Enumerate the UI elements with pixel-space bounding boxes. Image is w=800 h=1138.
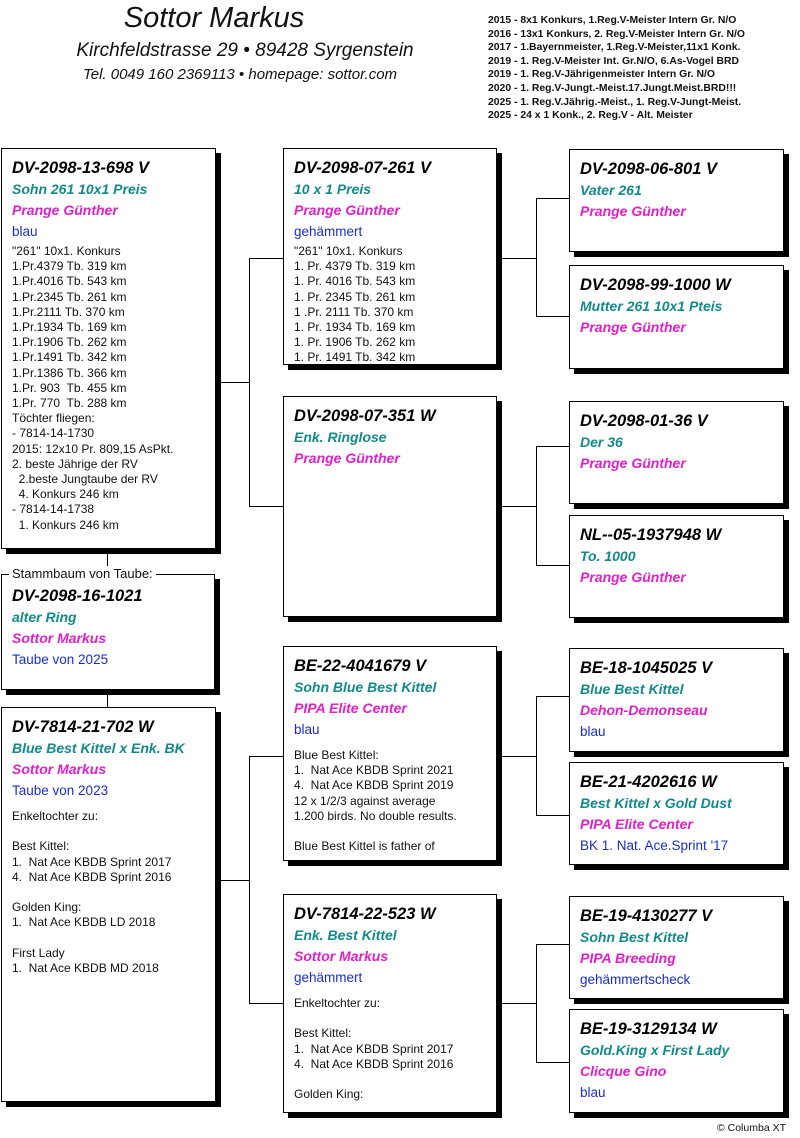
connector-line xyxy=(536,446,570,447)
ring-number: BE-18-1045025 V xyxy=(580,659,713,677)
breeder: Prange Günther xyxy=(580,569,686,585)
award-line: 2015 - 8x1 Konkurs, 1.Reg.V-Meister Intern Gr. N/O xyxy=(488,15,737,26)
connector-line xyxy=(536,316,570,317)
breeder: PIPA Breeding xyxy=(580,950,676,966)
connector-line xyxy=(536,696,537,816)
pigeon-name: Sohn 261 10x1 Preis xyxy=(12,181,148,197)
pigeon-card-subject[interactable] xyxy=(1,574,215,690)
pigeon-card-dsd[interactable] xyxy=(569,762,784,865)
pigeon-card-sire[interactable] xyxy=(1,148,216,549)
ring-number: BE-22-4041679 V xyxy=(294,657,427,675)
award-line: 2017 - 1.Bayernmeister, 1.Reg.V-Meister,11x1 Konk. xyxy=(488,42,741,54)
ring-number: DV-2098-99-1000 W xyxy=(580,276,731,294)
pigeon-name: Blue Best Kittel x Enk. BK xyxy=(12,740,185,756)
breeder: Dehon-Demonseau xyxy=(580,702,708,718)
breeder: Prange Günther xyxy=(580,319,686,335)
pigeon-color: blau xyxy=(580,1085,606,1100)
performance-notes: Enkeltochter zu: Best Kittel: 1. Nat Ace KBDB Sprint 2017 4. Nat Ace KBDB Sprint 2016 Golden King: 1. Nat Ace KBDB LD 2018 First Lady 1. Nat Ace KBDB MD 2018 xyxy=(12,809,172,976)
ring-number: NL--05-1937948 W xyxy=(580,526,722,544)
ring-number: DV-2098-13-698 V xyxy=(12,159,149,177)
breeder: Prange Günther xyxy=(294,450,400,466)
award-line: 2016 - 13x1 Konkurs, 2. Reg.V-Meister Intern Gr. N/O xyxy=(488,28,745,40)
connector-line xyxy=(249,258,283,259)
connector-line xyxy=(496,756,536,757)
pigeon-color: Taube von 2025 xyxy=(12,652,109,667)
pigeon-name: alter Ring xyxy=(12,609,77,625)
pigeon-color: gehämmert xyxy=(294,224,363,239)
pigeon-color: blau xyxy=(294,722,320,737)
pigeon-name: Sohn Blue Best Kittel xyxy=(294,679,437,695)
performance-notes: Enkeltochter zu: Best Kittel: 1. Nat Ace KBDB Sprint 2017 4. Nat Ace KBDB Sprint 2016 Golden King: xyxy=(294,996,454,1102)
breeder: Sottor Markus xyxy=(294,948,389,964)
pigeon-card-dam-dam[interactable] xyxy=(283,894,497,1113)
ring-number: DV-2098-01-36 V xyxy=(580,412,708,430)
connector-line xyxy=(496,258,536,259)
breeder: Clicque Gino xyxy=(580,1063,667,1079)
performance-notes: "261" 10x1. Konkurs 1.Pr.4379 Tb. 319 km 1.Pr.4016 Tb. 543 km 1.Pr.2345 Tb. 261 km 1.Pr.2111 Tb. 370 km 1.Pr.1934 Tb. 169 km 1.Pr.1906 Tb. 262 km 1.Pr.1491 Tb. 342 km 1.Pr.1386 Tb. 366 km 1.Pr. 903 Tb. 455 km 1.Pr. 770 Tb. 288 km Töchter fliegen: - 7814-14-1730 2015: 12x10 Pr. 809,15 AsPkt. 2. beste Jährige der RV 2.beste Jungtaube der RV 4. Konkurs 246 km - 7814-14-1738 1. Konkurs 246 km xyxy=(12,244,174,532)
ring-number: DV-7814-21-702 W xyxy=(12,718,154,736)
ring-number: DV-2098-06-801 V xyxy=(580,160,717,178)
connector-line xyxy=(249,506,283,507)
software-credit: © Columba XT xyxy=(716,1122,786,1134)
connector-line xyxy=(496,1003,536,1004)
breeder: PIPA Elite Center xyxy=(294,700,407,716)
connector-line xyxy=(536,944,537,1063)
ring-number: BE-19-3129134 W xyxy=(580,1020,717,1038)
pigeon-card-ssd[interactable] xyxy=(569,265,784,369)
breeder: Prange Günther xyxy=(12,202,118,218)
connector-line xyxy=(249,756,250,1004)
breeder: Prange Günther xyxy=(294,202,400,218)
pigeon-card-sss[interactable] xyxy=(569,149,784,252)
connector-line xyxy=(107,689,108,707)
awards-list xyxy=(488,14,798,123)
pigeon-name: 10 x 1 Preis xyxy=(294,181,372,197)
pigeon-name: Blue Best Kittel xyxy=(580,681,684,697)
pigeon-name: To. 1000 xyxy=(580,548,636,564)
breeder-contact: Tel. 0049 160 2369113 • homepage: sottor.com xyxy=(82,66,398,83)
award-line: 2019 - 1. Reg.V-Jährigenmeister Intern Gr. N/O xyxy=(488,69,715,81)
connector-line xyxy=(536,446,537,566)
pigeon-card-ddd[interactable] xyxy=(569,1009,784,1113)
pigeon-card-sire-dam[interactable] xyxy=(283,396,497,617)
breeder-address: Kirchfeldstrasse 29 • 89428 Syrgenstein xyxy=(76,40,414,61)
connector-line xyxy=(496,506,536,507)
connector-line xyxy=(249,1003,283,1004)
pigeon-name: Gold.King x First Lady xyxy=(580,1042,730,1058)
award-line: 2025 - 24 x 1 Konk., 2. Reg.V - Alt. Meister xyxy=(488,110,693,122)
performance-notes: Blue Best Kittel: 1. Nat Ace KBDB Sprint 2021 4. Nat Ace KBDB Sprint 2019 12 x 1/2/3 against average 1.200 birds. No double results. Blue Best Kittel is father of xyxy=(294,748,457,854)
pigeon-color: gehämmertscheck xyxy=(580,972,691,987)
connector-line xyxy=(536,815,570,816)
pigeon-name: Enk. Ringlose xyxy=(294,429,387,445)
ring-number: BE-19-4130277 V xyxy=(580,907,713,925)
pigeon-color: BK 1. Nat. Ace.Sprint '17 xyxy=(580,838,729,853)
connector-line xyxy=(215,382,249,383)
pigeon-color: Taube von 2023 xyxy=(12,783,109,798)
connector-line xyxy=(215,880,249,881)
pigeon-name: Sohn Best Kittel xyxy=(580,929,689,945)
pigeon-color: blau xyxy=(580,724,606,739)
award-line: 2019 - 1. Reg.V-Meister Int. Gr.N/O, 6.As-Vogel BRD xyxy=(488,55,739,67)
ring-number: BE-21-4202616 W xyxy=(580,773,717,791)
ring-number: DV-7814-22-523 W xyxy=(294,905,436,923)
connector-line xyxy=(536,565,570,566)
pigeon-color: gehämmert xyxy=(294,970,363,985)
pigeon-name: Vater 261 xyxy=(580,182,642,198)
pigeon-card-dam-sire[interactable] xyxy=(283,646,497,861)
breeder: Prange Günther xyxy=(580,203,686,219)
breeder: Prange Günther xyxy=(580,455,686,471)
award-line: 2020 - 1. Reg.V-Jungt.-Meist.17.Jungt.Meist.BRD!!! xyxy=(488,82,737,94)
connector-line xyxy=(536,1062,570,1063)
pigeon-card-dss[interactable] xyxy=(569,648,784,752)
award-line: 2025 - 1. Reg.V.Jährig.-Meist., 1. Reg.V-Jungt-Meist. xyxy=(488,96,742,108)
pigeon-card-dds[interactable] xyxy=(569,896,784,999)
breeder: PIPA Elite Center xyxy=(580,816,693,832)
connector-line xyxy=(536,198,537,317)
pigeon-card-sire-sire[interactable] xyxy=(283,148,497,365)
pigeon-card-sds[interactable] xyxy=(569,401,784,504)
connector-line xyxy=(249,258,250,507)
connector-line xyxy=(536,198,570,199)
pigeon-card-sdd[interactable] xyxy=(569,515,784,618)
breeder: Sottor Markus xyxy=(12,761,107,777)
ring-number: DV-2098-16-1021 xyxy=(12,587,143,605)
ring-number: DV-2098-07-261 V xyxy=(294,159,431,177)
breeder-name: Sottor Markus xyxy=(123,2,305,34)
performance-notes: "261" 10x1. Konkurs 1. Pr. 4379 Tb. 319 km 1. Pr. 4016 Tb. 543 km 1. Pr. 2345 Tb. 261 km 1 .Pr. 2111 Tb. 370 km 1. Pr. 1934 Tb. 169 km 1. Pr. 1906 Tb. 262 km 1. Pr. 1491 Tb. 342 km xyxy=(294,244,416,365)
ring-number: DV-2098-07-351 W xyxy=(294,407,436,425)
pigeon-name: Best Kittel x Gold Dust xyxy=(580,795,732,811)
connector-line xyxy=(536,696,570,697)
breeder: Sottor Markus xyxy=(12,630,107,646)
pigeon-card-dam[interactable] xyxy=(1,707,216,1102)
pedigree-label: Stammbaum von Taube: xyxy=(9,566,156,581)
pigeon-name: Mutter 261 10x1 Pteis xyxy=(580,298,723,314)
connector-line xyxy=(249,756,283,757)
pigeon-name: Der 36 xyxy=(580,434,623,450)
connector-line xyxy=(536,944,570,945)
pigeon-name: Enk. Best Kittel xyxy=(294,927,397,943)
pigeon-color: blau xyxy=(12,224,38,239)
